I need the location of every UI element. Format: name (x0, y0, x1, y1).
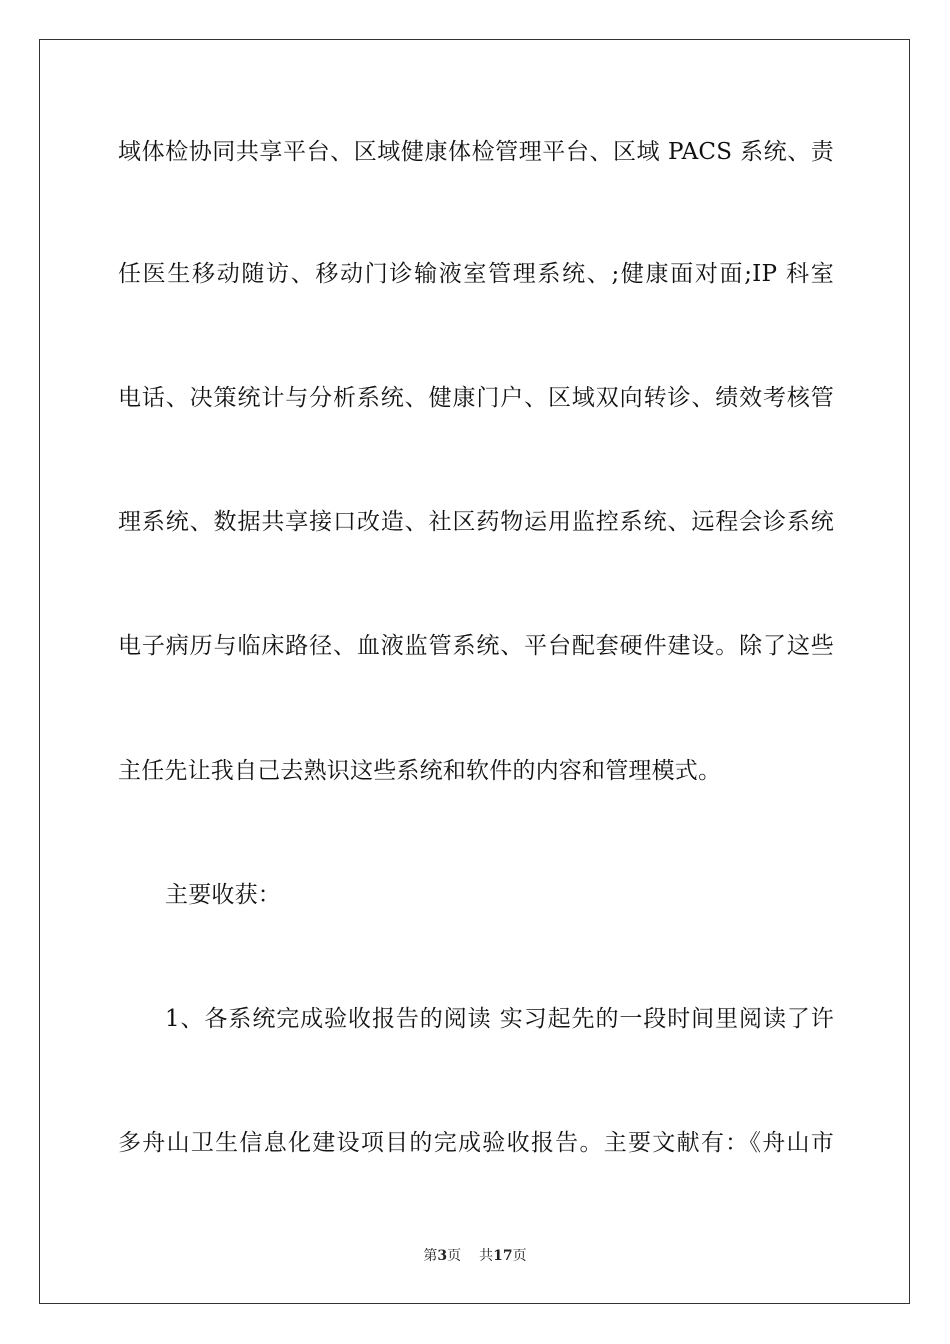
footer-page-current: 3 (437, 1248, 448, 1264)
body-line-6: 主任先让我自己去熟识这些系统和软件的内容和管理模式。 (118, 758, 722, 784)
footer-total-pages: 17 (493, 1248, 513, 1264)
page-footer (0, 1247, 950, 1265)
footer-page-suffix: 页 (447, 1248, 462, 1264)
footer-page-prefix: 第 (423, 1248, 438, 1264)
footer-total-suffix: 页 (512, 1248, 527, 1264)
body-line-3: 电话、决策统计与分析系统、健康门户、区域双向转诊、绩效考核管 (118, 385, 834, 411)
page-border (39, 39, 910, 1304)
footer-total-prefix: 共 (479, 1248, 494, 1264)
body-line-8: 1、各系统完成验收报告的阅读 实习起先的一段时间里阅读了许 (165, 1006, 834, 1032)
section-heading-main-gains: 主要收获： (165, 882, 281, 908)
body-line-9: 多舟山卫生信息化建设项目的完成验收报告。主要文献有：《舟山市 (118, 1130, 834, 1156)
body-line-4: 理系统、数据共享接口改造、社区药物运用监控系统、远程会诊系统 (118, 509, 834, 535)
body-line-2: 任医生移动随访、移动门诊输液室管理系统、;健康面对面;IP 科室 (118, 261, 834, 287)
body-line-5: 电子病历与临床路径、血液监管系统、平台配套硬件建设。除了这些 (118, 633, 834, 659)
body-line-1: 域体检协同共享平台、区域健康体检管理平台、区域 PACS 系统、责 (118, 139, 834, 165)
